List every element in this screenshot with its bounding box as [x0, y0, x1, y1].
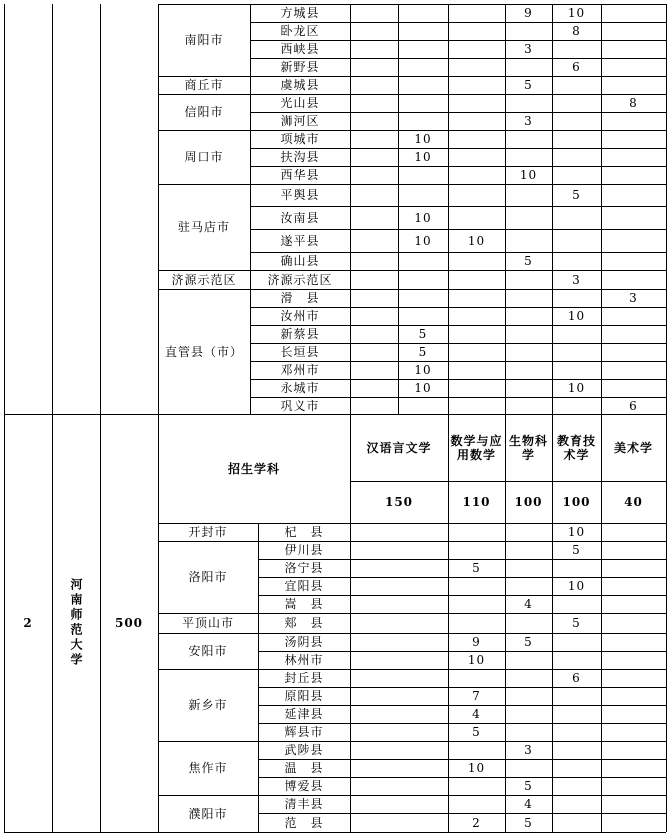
subject-name: 汉语言文学: [366, 440, 432, 455]
county-cell: 封丘县: [284, 671, 324, 685]
county-cell: 宜阳县: [284, 579, 324, 593]
grid-line: [258, 577, 666, 578]
grid-line: [158, 4, 159, 414]
quota-cell: 5: [524, 815, 533, 830]
quota-cell: 3: [629, 291, 638, 305]
grid-line: [250, 343, 666, 344]
grid-line: [158, 94, 666, 95]
grid-line: [258, 705, 666, 706]
quota-cell: 5: [524, 635, 533, 649]
city-cell: 直管县（市）: [164, 344, 243, 359]
grid-line: [448, 414, 449, 523]
county-cell: 西峡县: [280, 42, 320, 56]
city-cell: 南阳市: [184, 33, 224, 47]
city-cell: 平顶山市: [181, 616, 234, 630]
quota-cell: 10: [414, 233, 432, 248]
county-cell: 项城市: [280, 132, 320, 146]
row-index: 2: [23, 616, 33, 630]
county-cell: 辉县市: [284, 725, 324, 739]
grid-line: [250, 397, 666, 398]
grid-line: [601, 4, 602, 414]
quota-cell: 5: [472, 725, 481, 739]
county-cell: 济源示范区: [267, 272, 333, 287]
subject-quota: 40: [624, 495, 643, 509]
county-cell: 遂平县: [280, 233, 320, 248]
quota-cell: 10: [414, 150, 432, 164]
grid-line: [250, 252, 666, 253]
county-cell: 延津县: [284, 707, 324, 721]
grid-line: [258, 777, 666, 778]
quota-cell: 7: [472, 689, 481, 703]
county-cell: 嵩 县: [284, 597, 324, 611]
city-cell: 周口市: [184, 150, 224, 164]
grid-line: [350, 414, 351, 523]
grid-line: [258, 759, 666, 760]
quota-cell: 5: [572, 543, 581, 557]
city-cell: 驻马店市: [177, 220, 230, 234]
subject-name: 美术学: [613, 440, 653, 455]
county-cell: 虞城县: [280, 78, 320, 92]
grid-line: [158, 289, 666, 290]
county-cell: 长垣县: [280, 345, 320, 359]
quota-cell: 3: [524, 114, 533, 128]
grid-line: [52, 414, 53, 832]
city-cell: 信阳市: [184, 105, 224, 119]
city-cell: 洛阳市: [188, 570, 228, 584]
quota-cell: 2: [472, 815, 481, 830]
county-cell: 滑 县: [280, 291, 320, 305]
quota-cell: 3: [524, 42, 533, 56]
county-cell: 原阳县: [284, 689, 324, 703]
county-cell: 温 县: [284, 761, 324, 775]
county-cell: 西华县: [280, 168, 320, 182]
quota-cell: 10: [567, 309, 586, 323]
grid-line: [158, 4, 666, 5]
county-cell: 博爱县: [284, 779, 324, 793]
grid-line: [158, 541, 666, 542]
grid-line: [158, 613, 666, 614]
grid-line: [258, 651, 666, 652]
quota-cell: 8: [572, 24, 581, 38]
grid-line: [158, 270, 666, 271]
county-cell: 汤阴县: [284, 635, 324, 649]
subject-name: 生物科学: [508, 433, 548, 462]
county-cell: 新野县: [280, 60, 320, 74]
county-cell: 汝州市: [280, 309, 320, 323]
county-cell: 伊川县: [284, 543, 324, 557]
county-cell: 林州市: [284, 653, 324, 667]
grid-line: [448, 4, 449, 414]
grid-line: [250, 22, 666, 23]
grid-line: [158, 523, 666, 524]
city-cell: 济源示范区: [171, 272, 237, 287]
grid-line: [158, 130, 666, 131]
quota-cell: 10: [567, 579, 586, 593]
grid-line: [601, 523, 602, 832]
county-cell: 郏 县: [284, 616, 324, 630]
quota-cell: 10: [414, 381, 432, 395]
grid-line: [158, 669, 666, 670]
grid-line: [250, 40, 666, 41]
subject-quota: 150: [384, 495, 414, 509]
grid-line: [158, 741, 666, 742]
quota-cell: 6: [572, 60, 581, 74]
quota-cell: 5: [418, 327, 428, 341]
grid-line: [505, 414, 506, 523]
grid-line: [258, 595, 666, 596]
quota-cell: 6: [629, 398, 638, 413]
grid-line: [448, 523, 449, 832]
grid-line: [100, 414, 101, 832]
grid-line: [158, 795, 666, 796]
quota-cell: 10: [414, 363, 432, 377]
grid-line: [158, 184, 666, 185]
quota-cell: 4: [472, 707, 481, 721]
quota-cell: 8: [629, 96, 638, 110]
county-cell: 卧龙区: [280, 24, 320, 38]
grid-line: [258, 723, 666, 724]
county-cell: 巩义市: [280, 398, 320, 413]
grid-line: [250, 58, 666, 59]
grid-line: [505, 523, 506, 832]
grid-line: [4, 832, 666, 833]
grid-line: [250, 148, 666, 149]
grid-line: [4, 414, 5, 832]
quota-cell: 4: [524, 797, 533, 811]
subject-name: 教育技术学: [556, 433, 596, 462]
grid-line: [350, 4, 351, 414]
subject-quota: 110: [462, 495, 491, 509]
quota-cell: 10: [567, 381, 586, 395]
grid-line: [258, 687, 666, 688]
quota-cell: 10: [467, 653, 486, 667]
header-label: 招生学科: [227, 461, 280, 476]
quota-cell: 9: [472, 635, 481, 649]
subject-quota: 100: [562, 495, 591, 509]
county-cell: 光山县: [280, 96, 320, 110]
city-cell: 濮阳市: [188, 806, 228, 821]
grid-line: [250, 166, 666, 167]
county-cell: 方城县: [280, 6, 320, 20]
grid-line: [250, 206, 666, 207]
grid-line: [250, 379, 666, 380]
grid-line: [158, 414, 159, 832]
quota-cell: 6: [572, 671, 581, 685]
grid-line: [250, 361, 666, 362]
quota-cell: 5: [572, 188, 581, 202]
county-cell: 范 县: [284, 815, 324, 830]
grid-line: [350, 481, 666, 482]
grid-line: [158, 633, 666, 634]
city-cell: 商丘市: [184, 78, 224, 92]
quota-cell: 10: [567, 525, 586, 539]
quota-cell: 5: [572, 616, 581, 630]
quota-cell: 4: [524, 597, 533, 611]
quota-cell: 5: [418, 345, 428, 359]
grid-line: [250, 307, 666, 308]
grid-line: [552, 523, 553, 832]
city-cell: 焦作市: [188, 761, 228, 775]
grid-line: [250, 112, 666, 113]
grid-line: [350, 523, 351, 832]
grid-line: [666, 523, 667, 832]
grid-line: [250, 229, 666, 230]
grid-line: [250, 4, 251, 414]
subject-name: 数学与应用数学: [450, 433, 503, 462]
county-cell: 确山县: [280, 254, 320, 268]
subject-quota: 100: [514, 495, 543, 509]
county-cell: 永城市: [280, 381, 320, 395]
county-cell: 新蔡县: [280, 327, 320, 341]
university-name: 河南师范大学: [69, 578, 83, 668]
quota-cell: 3: [524, 743, 533, 757]
grid-line: [552, 4, 553, 414]
quota-cell: 10: [467, 761, 486, 775]
county-cell: 洛宁县: [284, 561, 324, 575]
grid-line: [258, 523, 259, 832]
quota-cell: 10: [467, 233, 486, 248]
grid-line: [100, 4, 101, 414]
grid-line: [258, 813, 666, 814]
grid-line: [601, 414, 602, 523]
quota-cell: 10: [414, 132, 432, 146]
grid-line: [258, 559, 666, 560]
county-cell: 浉河区: [280, 114, 320, 128]
quota-cell: 10: [414, 210, 432, 225]
quota-cell: 9: [524, 6, 533, 20]
grid-line: [250, 325, 666, 326]
city-cell: 安阳市: [188, 644, 228, 658]
county-cell: 清丰县: [284, 797, 324, 811]
county-cell: 杞 县: [284, 525, 324, 539]
county-cell: 扶沟县: [280, 150, 320, 164]
quota-cell: 5: [524, 254, 533, 268]
quota-cell: 5: [524, 78, 533, 92]
grid-line: [52, 4, 53, 414]
grid-line: [158, 76, 666, 77]
grid-line: [398, 4, 399, 414]
grid-line: [666, 4, 667, 414]
grid-line: [505, 4, 506, 414]
quota-cell: 5: [524, 779, 533, 793]
quota-cell: 5: [472, 561, 481, 575]
city-cell: 新乡市: [188, 698, 228, 712]
city-cell: 开封市: [188, 525, 228, 539]
county-cell: 汝南县: [280, 210, 320, 225]
quota-cell: 3: [572, 272, 581, 287]
county-cell: 平舆县: [280, 188, 320, 202]
total-quota: 500: [114, 616, 144, 630]
grid-line: [4, 4, 5, 414]
quota-cell: 10: [567, 6, 586, 20]
quota-cell: 10: [519, 168, 538, 182]
grid-line: [552, 414, 553, 523]
county-cell: 武陟县: [284, 743, 324, 757]
county-cell: 邓州市: [280, 363, 320, 377]
